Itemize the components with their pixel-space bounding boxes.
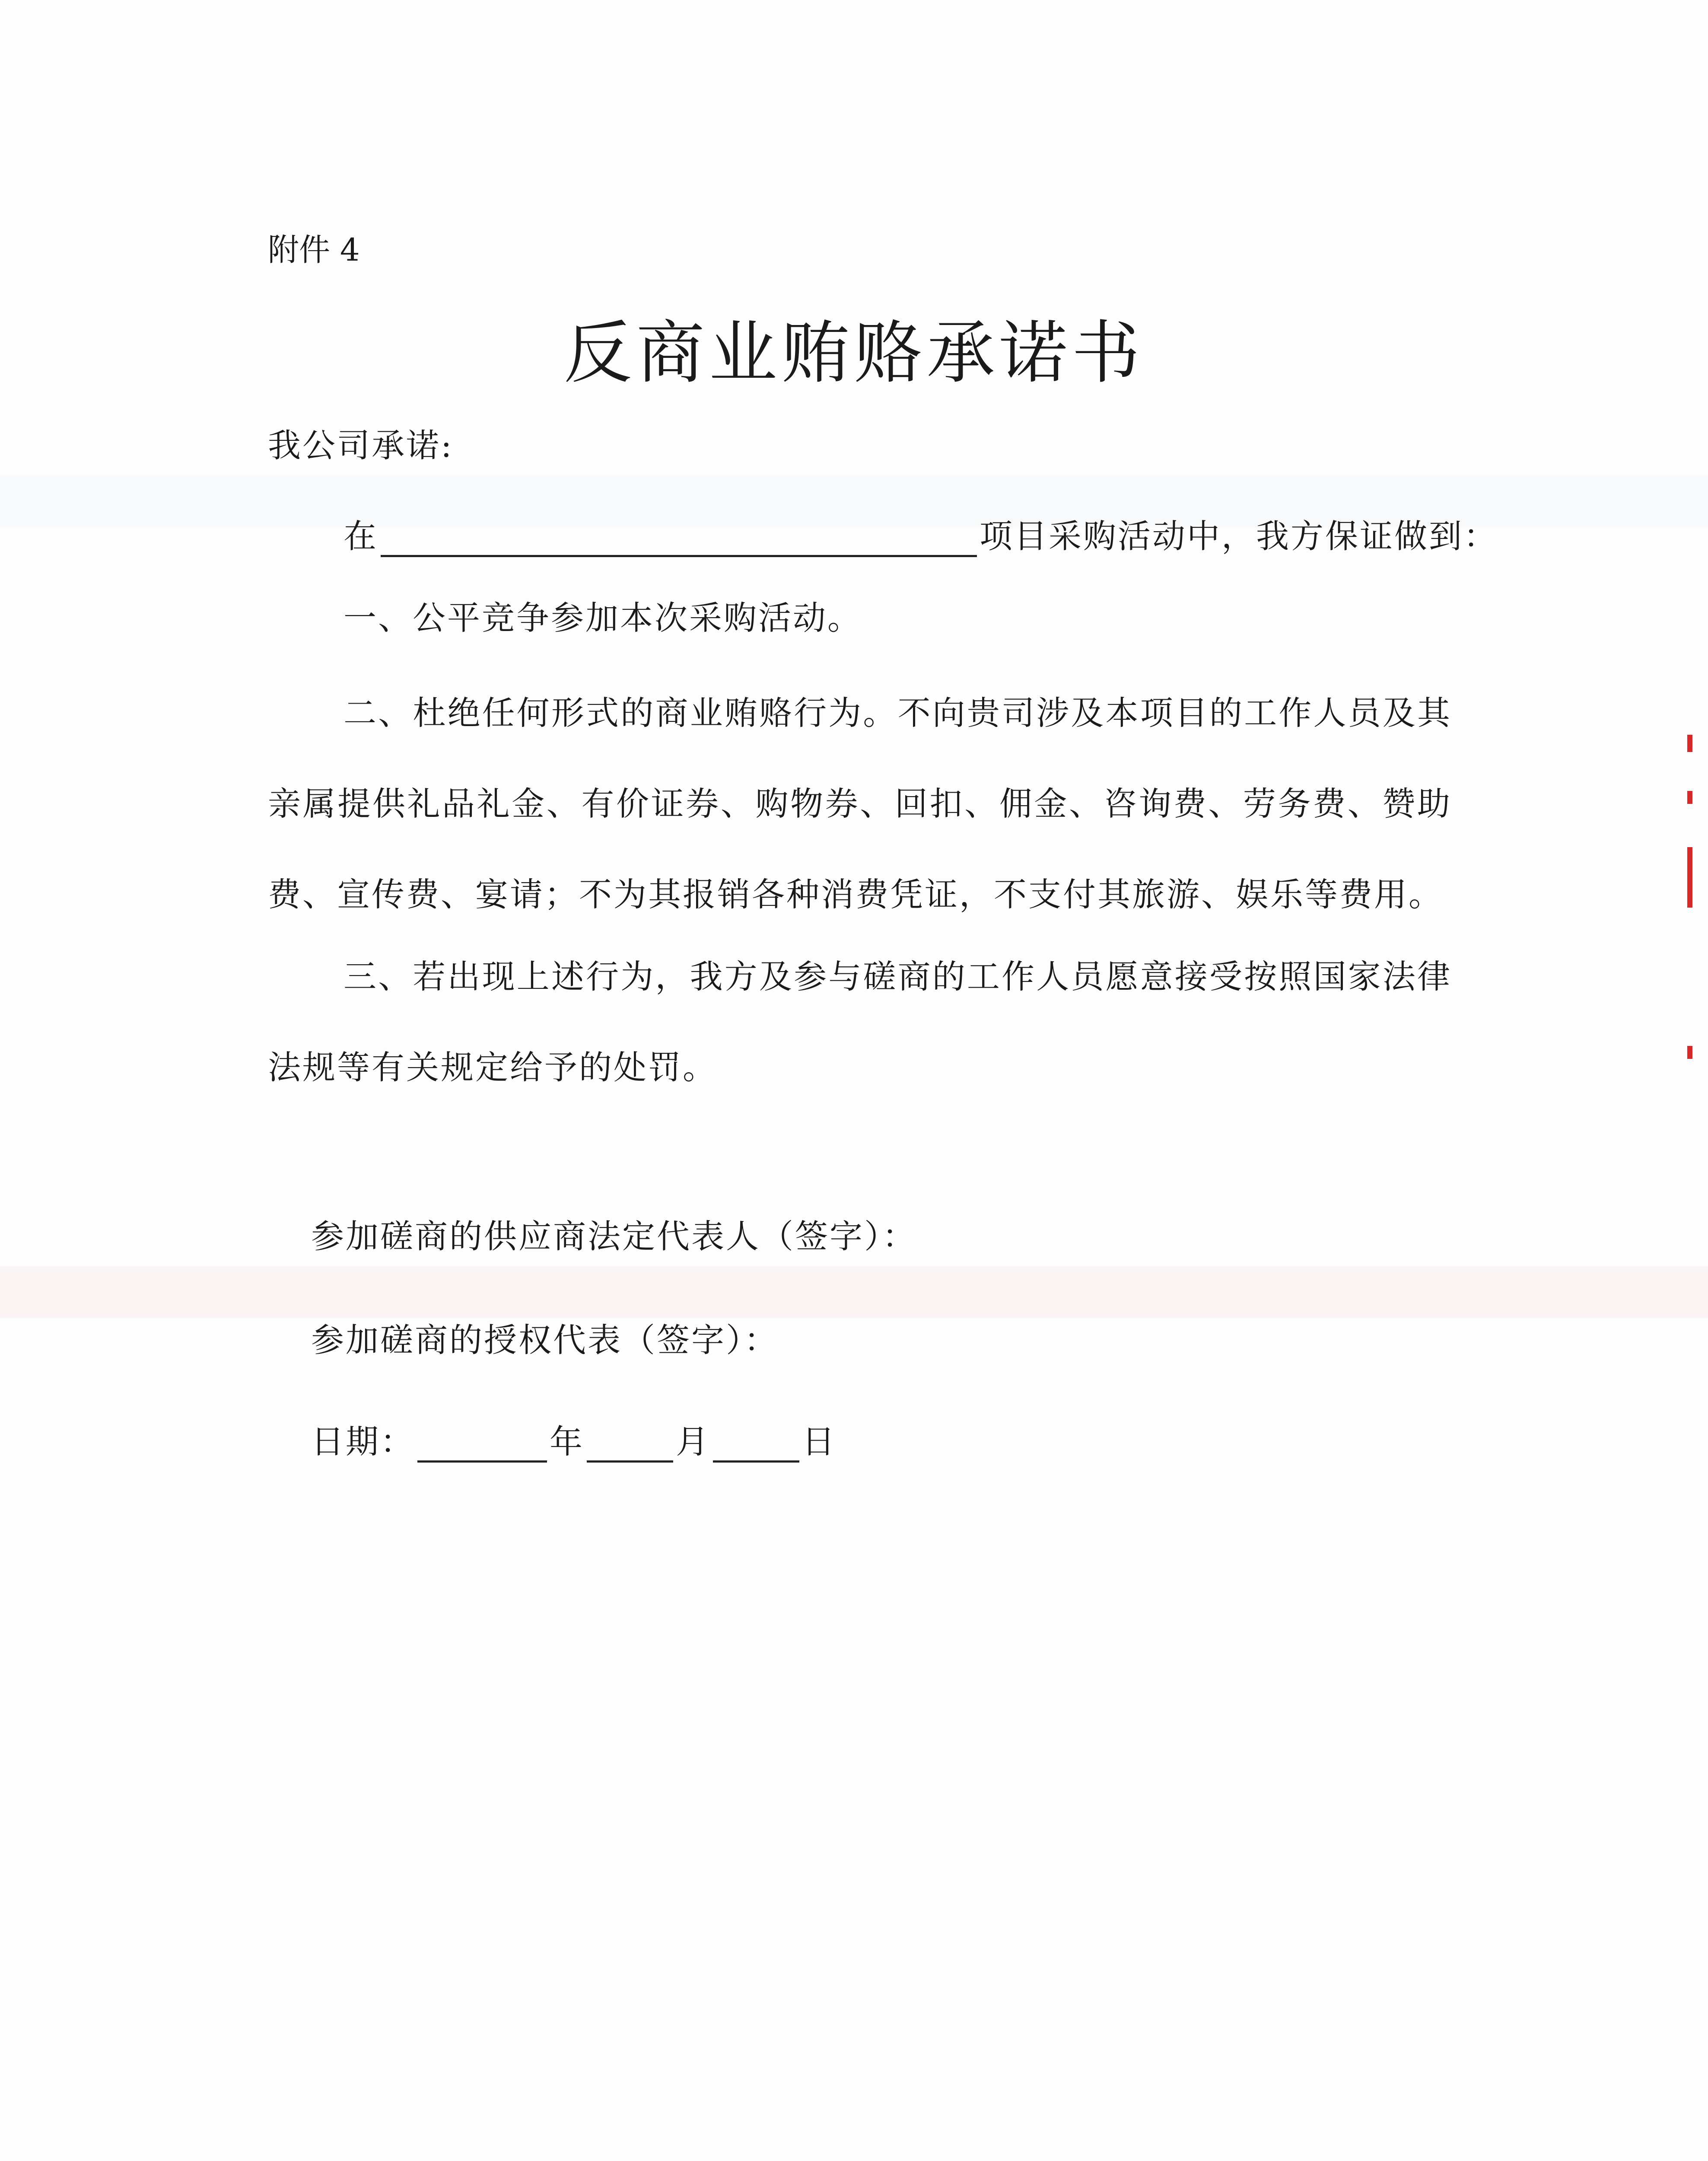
attachment-label: 附件 4 — [268, 232, 360, 268]
commitment-paragraph-3: 三、若出现上述行为，我方及参与磋商的工作人员愿意接受按照国家法律法规等有关规定给予的处罚。 — [268, 957, 1452, 1087]
authorized-representative-signature-line: 参加磋商的授权代表（签字）： — [311, 1321, 779, 1359]
date-line — [311, 1415, 837, 1463]
day-label: 日 — [802, 1422, 837, 1461]
month-label: 月 — [676, 1422, 710, 1461]
day-blank — [713, 1431, 799, 1463]
seal-edge-mark — [1687, 1046, 1692, 1059]
month-blank — [587, 1431, 673, 1463]
year-blank — [417, 1431, 547, 1463]
project-name-blank — [381, 526, 977, 557]
project-line-suffix: 项目采购活动中，我方保证做到： — [980, 517, 1498, 555]
year-label: 年 — [550, 1422, 584, 1461]
project-line-prefix: 在 — [344, 517, 378, 555]
legal-representative-signature-line: 参加磋商的供应商法定代表人（签字）： — [311, 1217, 917, 1256]
intro-text: 我公司承诺: — [268, 426, 454, 465]
seal-edge-mark — [1687, 735, 1692, 752]
commitment-paragraph-1: 一、公平竞争参加本次采购活动。 — [344, 599, 862, 637]
seal-edge-mark — [1687, 791, 1692, 804]
date-label: 日期： — [311, 1422, 415, 1461]
scan-artifact-band — [0, 1266, 1708, 1318]
document-title: 反商业贿赂承诺书 — [563, 313, 1145, 393]
seal-edge-mark — [1687, 847, 1692, 908]
project-line — [344, 510, 1498, 557]
commitment-paragraph-2: 二、杜绝任何形式的商业贿赂行为。不向贵司涉及本项目的工作人员及其亲属提供礼品礼金、有价证券、购物券、回扣、佣金、咨询费、劳务费、赞助费、宣传费、宴请；不为其报销各种消费凭证，不支付其旅游、娱乐等费用。 — [268, 694, 1452, 914]
